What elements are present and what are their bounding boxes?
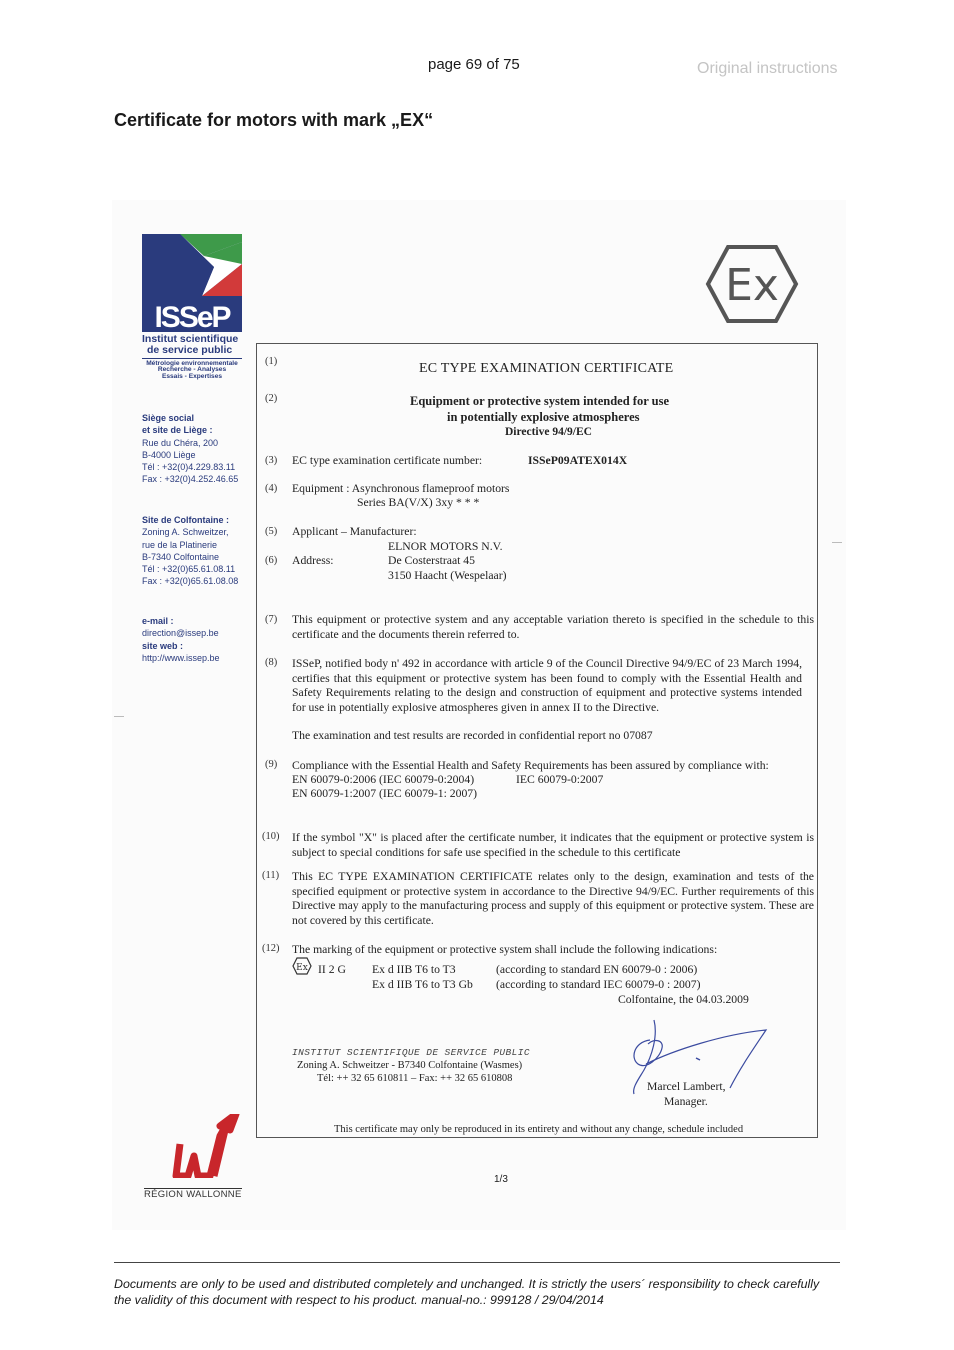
footer-line: the validity of this document with respect to his product. manual-no.: 999128 / 29/04/2014 xyxy=(114,1293,604,1307)
head-office-block xyxy=(142,412,238,486)
equipment-line: Equipment : Asynchronous flameproof motors xyxy=(292,482,510,495)
institute-name-line1: Institut scientifique xyxy=(142,333,239,345)
ex-mark-small-text: Ex xyxy=(296,963,308,973)
certificate-heading: EC TYPE EXAMINATION CERTIFICATE xyxy=(419,361,674,376)
item-number: (9) xyxy=(265,759,278,770)
item-number: (6) xyxy=(265,555,278,566)
ex-explosion-mark-icon xyxy=(705,244,799,324)
applicant-company: ELNOR MOTORS N.V. xyxy=(388,540,503,553)
item-number: (10) xyxy=(262,831,280,842)
institute-stamp-address: Zoning A. Schweitzer - B7340 Colfontaine (Wasmes) xyxy=(297,1060,523,1071)
certificate-page-number: 1/3 xyxy=(494,1174,508,1185)
activity-line: Recherche - Analyses xyxy=(157,366,227,374)
address-line: rue de la Platinerie xyxy=(142,539,218,550)
signer-role: Manager. xyxy=(664,1095,708,1108)
standard-reference: EN 60079-0:2006 (IEC 60079-0:2004) xyxy=(292,773,475,786)
item-number: (2) xyxy=(265,393,278,404)
email-heading: e-mail : xyxy=(142,616,174,626)
marking-code: Ex d IIB T6 to T3 xyxy=(372,963,456,976)
certificate-subtitle: Equipment or protective system intended for use xyxy=(410,394,670,408)
colfontaine-heading: Site de Colfontaine : xyxy=(142,515,230,525)
reproduction-notice: This certificate may only be reproduced in its entirety and without any change, schedule included xyxy=(334,1124,744,1135)
contact-block xyxy=(142,615,220,664)
head-office-heading: Siège social xyxy=(142,413,195,423)
clause-12-text: The marking of the equipment or protective system shall include the following indications: xyxy=(292,943,718,956)
ex-mark-small-icon xyxy=(292,957,312,975)
phone-line: Tél : +32(0)4.229.83.11 xyxy=(142,462,236,473)
item-number: (1) xyxy=(265,356,278,367)
item-number: (7) xyxy=(265,614,278,625)
page-number: page 69 of 75 xyxy=(428,56,520,73)
certificate-number-label: EC type examination certificate number: xyxy=(292,454,483,467)
clause-9-text: Compliance with the Essential Health and Safety Requirements has been assured by compliance with: xyxy=(292,759,769,772)
region-wallonne-logo xyxy=(170,1114,240,1178)
activity-line: Essais - Expertises xyxy=(161,372,223,380)
address-line: Rue du Chéra, 200 xyxy=(142,437,219,448)
address-line: B-4000 Liège xyxy=(142,449,196,460)
institute-divider xyxy=(142,358,242,359)
region-wallonne-label: RÉGION WALLONNE xyxy=(144,1189,242,1200)
colfontaine-site-block xyxy=(142,514,238,588)
item-number: (12) xyxy=(262,943,280,954)
applicant-label: Applicant – Manufacturer: xyxy=(292,525,417,538)
issep-logo xyxy=(142,234,242,332)
institute-activities xyxy=(142,361,242,380)
equipment-group: II 2 G xyxy=(318,963,346,976)
marking-standard: (according to standard EN 60079-0 : 2006) xyxy=(496,963,698,976)
directive-reference: Directive 94/9/EC xyxy=(505,426,592,438)
fax-line: Fax : +32(0)4.252.46.65 xyxy=(142,474,239,485)
item-number: (4) xyxy=(265,483,278,494)
signer-name: Marcel Lambert, xyxy=(647,1080,726,1093)
applicant-address: 3150 Haacht (Wespelaar) xyxy=(388,569,507,582)
fax-line: Fax : +32(0)65.61.08.08 xyxy=(142,576,239,587)
standard-reference: EN 60079-1:2007 (IEC 60079-1: 2007) xyxy=(292,787,478,800)
certificate-subtitle: in potentially explosive atmospheres xyxy=(447,410,640,424)
address-line: Zoning A. Schweitzer, xyxy=(142,527,229,538)
report-reference: The examination and test results are recorded in confidential report no 07087 xyxy=(292,729,653,742)
marking-code: Ex d IIB T6 to T3 Gb xyxy=(372,978,473,991)
original-instructions-label: Original instructions xyxy=(697,60,838,77)
equipment-series: Series BA(V/X) 3xy * * * xyxy=(357,496,480,509)
institute-name-line2: de service public xyxy=(147,344,233,356)
applicant-address: De Costerstraat 45 xyxy=(388,554,475,567)
footer-line: Documents are only to be used and distributed completely and unchanged. It is strictly the users´ responsibility to check carefully xyxy=(114,1277,820,1291)
website-url: http://www.issep.be xyxy=(142,652,220,663)
clause-11-text: This EC TYPE EXAMINATION CERTIFICATE relates only to the design, examination and tests of the specified equipment or protective system in accordance to the Directive 94/9/EC. Further requirements of this Directive may apply to the manufacturing process and supply of this equipment or protective system. These are not covered by this certificate. xyxy=(292,870,814,927)
footer-disclaimer xyxy=(114,1276,844,1308)
item-number: (3) xyxy=(265,455,278,466)
clause-10-text: If the symbol "X" is placed after the certificate number, it indicates that the equipment or protective system is subject to special conditions for safe use specified in the schedule to this certificate xyxy=(292,831,814,859)
scan-edge-mark xyxy=(832,542,842,543)
marking-standard: (according to standard IEC 60079-0 : 2007) xyxy=(496,978,701,991)
head-office-heading: et site de Liège : xyxy=(142,425,213,436)
phone-line: Tél : +32(0)65.61.08.11 xyxy=(142,564,236,575)
issep-logo-text: ISSeP xyxy=(154,301,230,332)
item-number: (5) xyxy=(265,526,278,537)
clause-7-text: This equipment or protective system and any acceptable variation thereto is specified in the schedule to this certificate and the documents therein referred to. xyxy=(292,613,814,641)
activity-line: Métrologie environnementale xyxy=(146,360,238,367)
footer-divider xyxy=(114,1262,840,1263)
place-and-date: Colfontaine, the 04.03.2009 xyxy=(618,993,749,1006)
standard-reference: IEC 60079-0:2007 xyxy=(516,773,604,786)
institute-stamp-name: INSTITUT SCIENTIFIQUE DE SERVICE PUBLIC xyxy=(292,1047,530,1058)
website-heading: site web : xyxy=(142,640,184,651)
item-number: (8) xyxy=(265,657,278,668)
page-title: Certificate for motors with mark „EX“ xyxy=(114,110,434,130)
certificate-number-value: ISSeP09ATEX014X xyxy=(528,454,628,467)
address-line: B-7340 Colfontaine xyxy=(142,551,220,562)
address-label: Address: xyxy=(292,554,334,567)
item-number: (11) xyxy=(262,870,280,881)
ex-mark-text: Ex xyxy=(725,260,779,311)
clause-8-text: ISSeP, notified body n' 492 in accordance with article 9 of the Council Directive 94/9/EC of 23 March 1994, certifies that this equipment or protective system has been found to comply with the Essential Health and Safety Requirements relating to the design and construction of equipment and protective systems intended for use in potentially explosive atmospheres given in annex II to the Directive. xyxy=(292,657,802,714)
scan-edge-mark xyxy=(114,716,124,717)
institute-stamp-phone: Tél: ++ 32 65 610811 – Fax: ++ 32 65 610808 xyxy=(317,1073,513,1084)
email-address: direction@issep.be xyxy=(142,628,219,639)
